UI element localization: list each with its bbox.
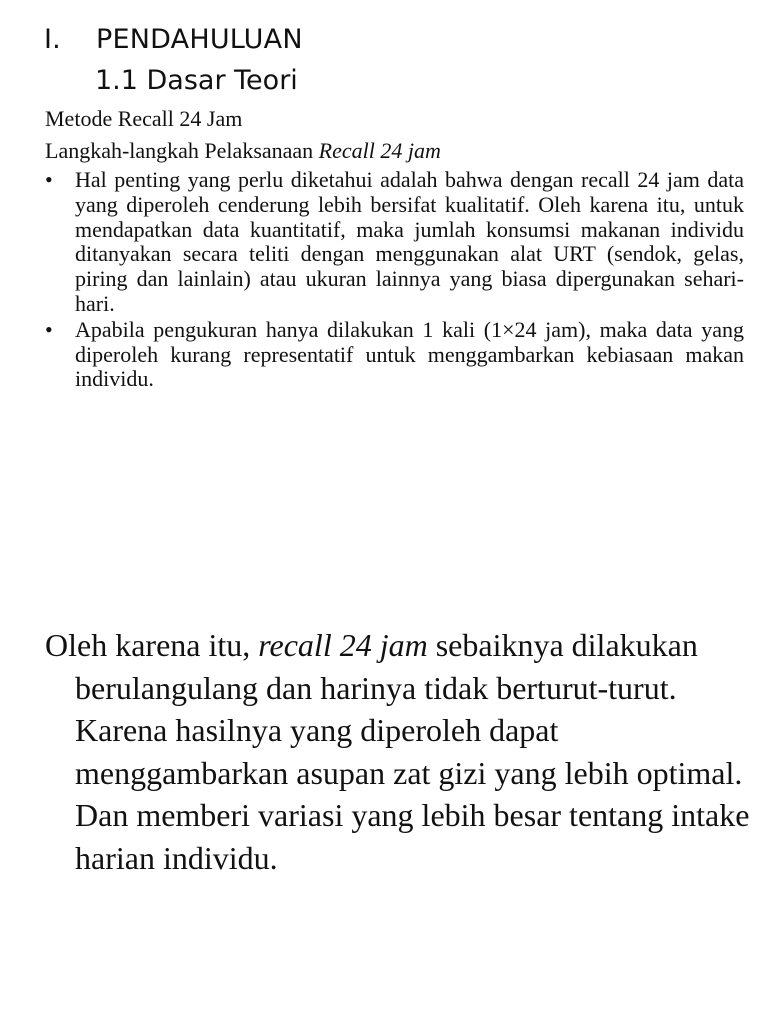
conclusion-prefix: Oleh karena itu, [45, 627, 259, 663]
bullet-marker: • [45, 316, 53, 342]
conclusion-italic: recall 24 jam [258, 627, 428, 663]
subsection-heading: 1.1 Dasar Teori [95, 65, 298, 96]
section-number: I. [44, 24, 61, 55]
list-item [45, 318, 744, 392]
conclusion-suffix: sebaiknya dilakukan berulangulang dan harinya tidak berturut-turut. Karena hasilnya yang diperoleh dapat menggambarkan asupan zat gizi yang lebih optimal. Dan memberi variasi yang lebih besar tentang intake harian individu. [75, 627, 750, 876]
steps-heading [45, 138, 441, 164]
bullet-text: Apabila pengukuran hanya dilakukan 1 kali (1×24 jam), maka data yang diperoleh kurang representatif untuk menggambarkan kebiasaan makan individu. [75, 316, 744, 392]
steps-heading-italic: Recall 24 jam [318, 138, 441, 163]
bullet-list [45, 168, 744, 393]
method-title: Metode Recall 24 Jam [45, 106, 243, 131]
bullet-marker: • [45, 167, 53, 192]
list-item [45, 168, 744, 317]
section-heading [44, 24, 303, 55]
steps-heading-text: Langkah-langkah Pelaksanaan [45, 138, 319, 163]
bullet-text: Hal penting yang perlu diketahui adalah bahwa dengan recall 24 jam data yang diperoleh cenderung lebih bersifat kualitatif. Oleh karena itu, untuk mendapatkan data kuantitatif, maka jumlah konsumsi makanan individu ditanyakan secara teliti dengan menggunakan alat URT (sendok, gelas, piring dan lainlain) atau ukuran lainnya yang biasa dipergunakan sehari-hari. [75, 167, 744, 316]
conclusion-paragraph [45, 624, 765, 879]
section-title: PENDAHULUAN [96, 24, 303, 55]
